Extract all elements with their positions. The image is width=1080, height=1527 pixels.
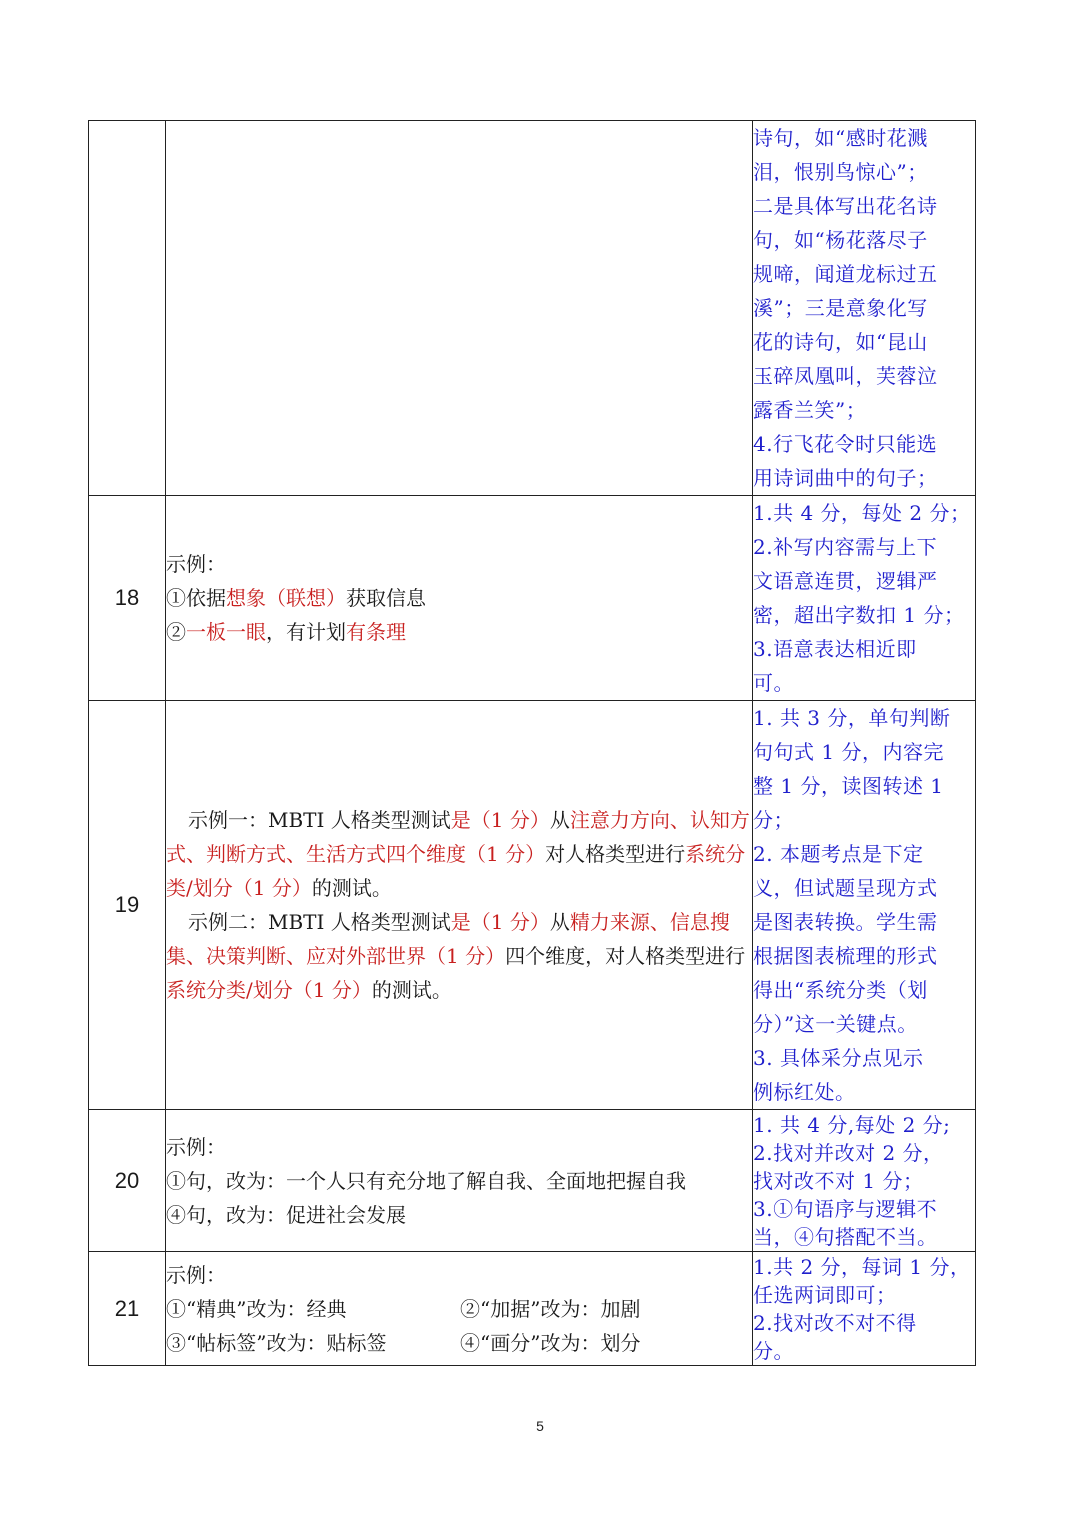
scoring-point: 一板一眼 <box>186 620 266 644</box>
note-line: 花的诗句，如“昆山 <box>753 330 928 354</box>
scoring-notes-cell <box>753 496 976 701</box>
scoring-point: 有条理 <box>346 620 406 644</box>
note-line: 3. 具体采分点见示 <box>753 1046 924 1070</box>
question-number: 19 <box>89 701 166 1110</box>
table-row <box>89 701 976 1110</box>
note-line: 分）”这一关键点。 <box>753 1012 918 1036</box>
note-line: 义，但试题呈现方式 <box>753 876 938 900</box>
note-line: 找对改不对 1 分； <box>753 1168 924 1193</box>
note-line: 2.找对改不对不得 <box>753 1310 917 1335</box>
note-line: 1. 共 4 分,每处 2 分; <box>753 1112 951 1137</box>
note-line: 玉碎凤凰叫，芙蓉泣 <box>753 364 938 388</box>
note-line: 密，超出字数扣 1 分； <box>753 603 965 627</box>
answer-cell <box>166 121 753 496</box>
note-line: 溪”；三是意象化写 <box>753 296 928 320</box>
example-heading: 示例： <box>166 1262 226 1287</box>
answer-line: ①句，改为：一个人只有充分地了解自我、全面地把握自我 <box>166 1168 686 1193</box>
scoring-notes-cell <box>753 1252 976 1366</box>
scoring-point: 是（1 分） <box>450 808 550 832</box>
note-line: 4.行飞花令时只能选 <box>753 432 938 456</box>
scoring-notes-cell <box>753 701 976 1110</box>
scoring-point: 是（1 分） <box>450 910 550 934</box>
note-line: 2.补写内容需与上下 <box>753 535 938 559</box>
note-line: 1. 共 3 分，单句判断 <box>753 706 951 730</box>
note-line: 1.共 4 分，每处 2 分； <box>753 501 971 525</box>
note-line: 得出“系统分类（划 <box>753 978 928 1002</box>
answer-line: ①依据想象（联想）获取信息 <box>166 586 426 610</box>
scoring-point: 系统分类/划分（1 分） <box>166 842 746 900</box>
table-row <box>89 121 976 496</box>
note-line: 2.找对并改对 2 分， <box>753 1140 944 1165</box>
note-line: 任选两词即可； <box>753 1282 897 1307</box>
note-line: 整 1 分，读图转述 1 <box>753 774 944 798</box>
correction-item: ④“画分”改为：划分 <box>460 1330 641 1355</box>
note-line: 文语意连贯，逻辑严 <box>753 569 938 593</box>
table-row <box>89 1252 976 1366</box>
note-line: 句，如“杨花落尽子 <box>753 228 928 252</box>
scoring-notes-cell <box>753 121 976 496</box>
scoring-point: 想象（联想） <box>226 586 346 610</box>
note-line: 3.①句语序与逻辑不 <box>753 1196 938 1221</box>
example-one: 示例一：MBTI 人格类型测试是（1 分）从注意力方向、认知方式、判断方式、生活方式四个维度（1 分）对人格类型进行系统分类/划分（1 分）的测试。 <box>166 808 750 900</box>
example-heading: 示例： <box>166 552 226 576</box>
answer-cell <box>166 1110 753 1252</box>
scoring-point: 精力来源、信息搜集、决策判断、应对外部世界（1 分） <box>166 910 730 968</box>
note-line: 是图表转换。学生需 <box>753 910 938 934</box>
question-number: 18 <box>89 496 166 701</box>
answer-line: ④句，改为：促进社会发展 <box>166 1202 406 1227</box>
answer-cell <box>166 496 753 701</box>
note-line: 3.语意表达相近即 <box>753 637 917 661</box>
scoring-point: 系统分类/划分（1 分） <box>166 978 372 1002</box>
answer-line: ②一板一眼，有计划有条理 <box>166 620 406 644</box>
table-row <box>89 1110 976 1252</box>
note-line: 露香兰笑”； <box>753 398 867 422</box>
example-heading: 示例： <box>166 1134 226 1159</box>
question-number: 20 <box>89 1110 166 1252</box>
correction-row <box>166 1292 752 1326</box>
note-line: 泪，恨别鸟惊心”； <box>753 160 928 184</box>
correction-row <box>166 1326 752 1360</box>
correction-item: ②“加据”改为：加剧 <box>460 1296 641 1321</box>
note-line: 规啼，闻道龙标过五 <box>753 262 938 286</box>
correction-item: ①“精典”改为：经典 <box>166 1296 347 1321</box>
answer-cell <box>166 1252 753 1366</box>
question-number: 21 <box>89 1252 166 1366</box>
note-line: 用诗词曲中的句子； <box>753 466 938 490</box>
answer-key-table <box>88 120 976 1366</box>
note-line: 二是具体写出花名诗 <box>753 194 938 218</box>
scoring-point: 注意力方向、认知方式、判断方式、生活方式四个维度（1 分） <box>166 808 750 866</box>
note-line: 根据图表梳理的形式 <box>753 944 938 968</box>
note-line: 可。 <box>753 671 794 695</box>
note-line: 当，④句搭配不当。 <box>753 1224 938 1249</box>
table-row <box>89 496 976 701</box>
note-line: 诗句，如“感时花溅 <box>753 126 928 150</box>
example-two: 示例二：MBTI 人格类型测试是（1 分）从精力来源、信息搜集、决策判断、应对外部世界（1 分）四个维度，对人格类型进行系统分类/划分（1 分）的测试。 <box>166 910 746 1002</box>
page-number: 5 <box>536 1418 544 1434</box>
note-line: 2. 本题考点是下定 <box>753 842 924 866</box>
question-number <box>89 121 166 496</box>
note-line: 1.共 2 分，每词 1 分， <box>753 1254 971 1279</box>
correction-item: ③“帖标签”改为：贴标签 <box>166 1330 387 1355</box>
note-line: 例标红处。 <box>753 1080 856 1104</box>
note-line: 分； <box>753 808 794 832</box>
note-line: 句句式 1 分，内容完 <box>753 740 944 764</box>
scoring-notes-cell <box>753 1110 976 1252</box>
answer-cell <box>166 701 753 1110</box>
note-line: 分。 <box>753 1338 794 1363</box>
